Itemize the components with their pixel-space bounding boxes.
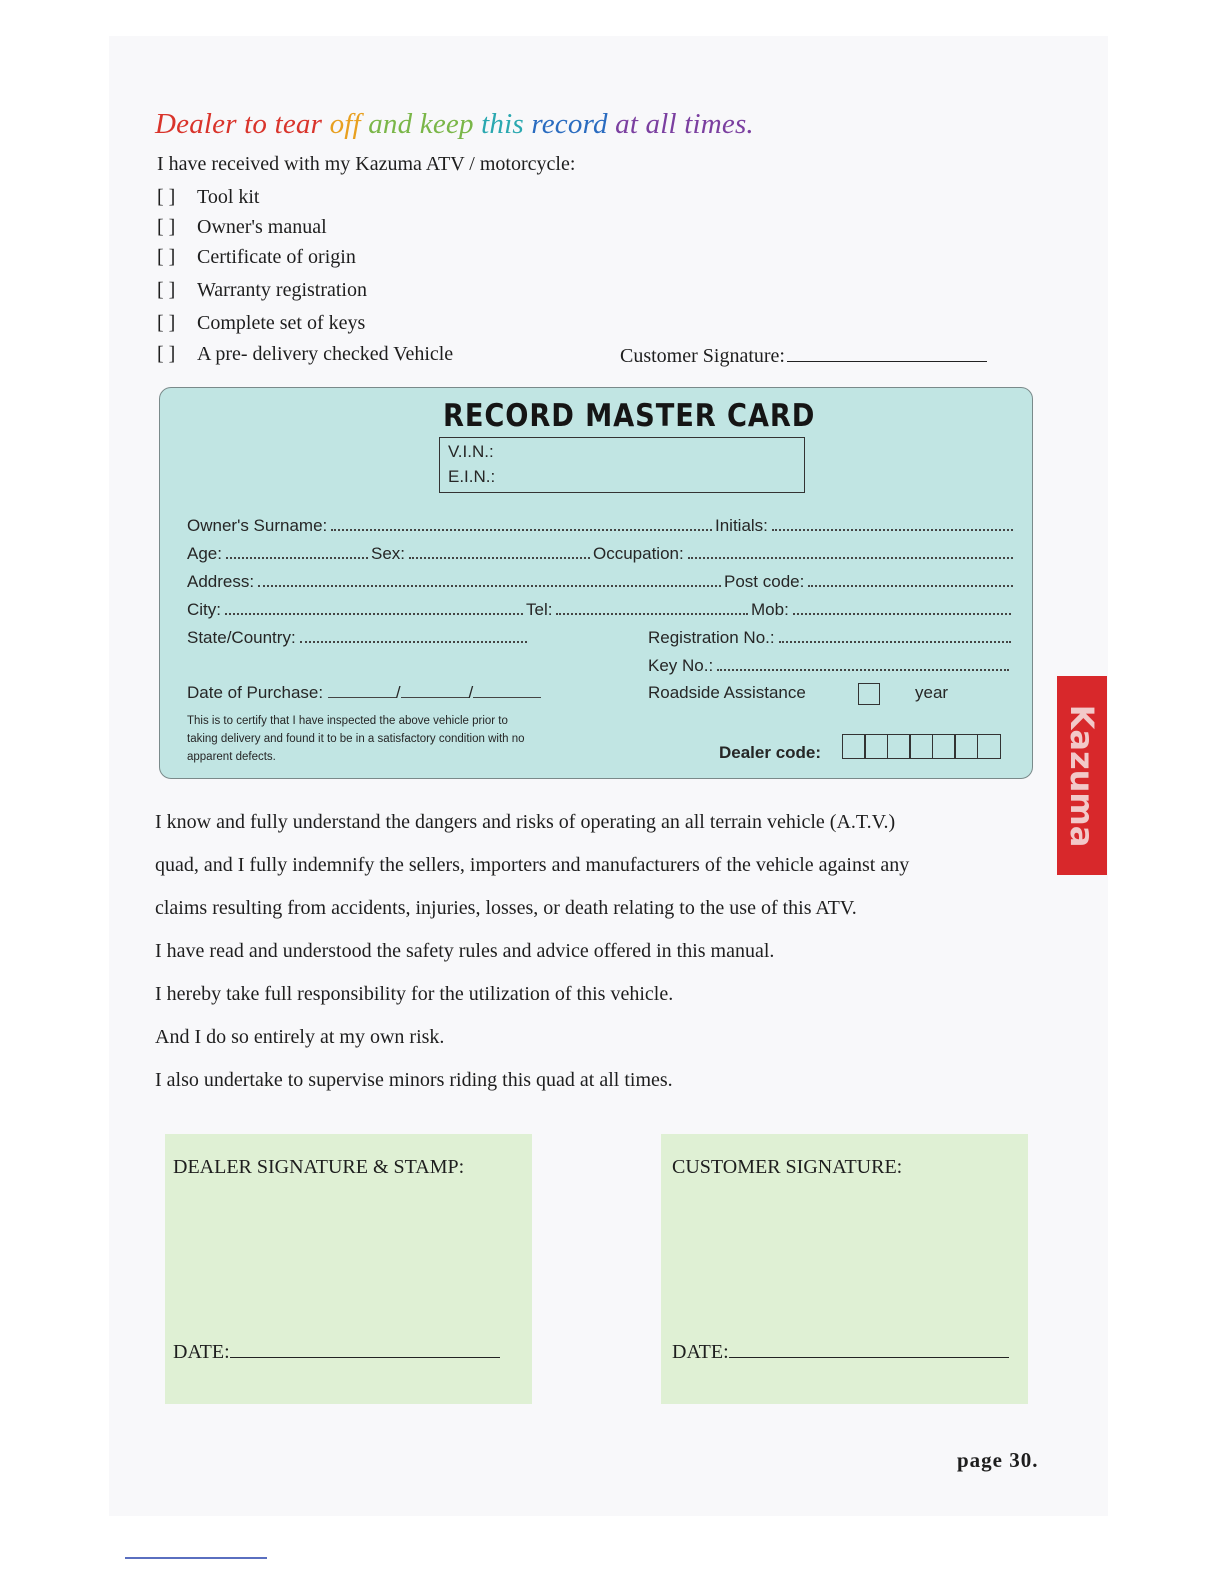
customer-signature-line[interactable]	[620, 343, 987, 368]
dealer-signature-box[interactable]	[165, 1134, 532, 1404]
field-label: Tel:	[526, 600, 553, 619]
year-label: year	[915, 683, 949, 702]
signature-line[interactable]	[787, 343, 987, 362]
checkbox-bracket[interactable]: [ ]	[157, 186, 176, 208]
code-box[interactable]	[977, 734, 1001, 759]
date-label: DATE:	[173, 1341, 230, 1363]
card-title: RECORD MASTER CARD	[443, 398, 816, 434]
checklist-label: A pre- delivery checked Vehicle	[197, 343, 454, 365]
sex-field[interactable]	[371, 544, 593, 564]
date-separator: /	[468, 683, 474, 702]
page-number: page 30.	[957, 1448, 1039, 1472]
date-line[interactable]	[230, 1339, 500, 1358]
code-box[interactable]	[954, 734, 978, 759]
dealer-code-label: Dealer code:	[719, 743, 822, 762]
customer-signature-label: Customer Signature:	[620, 345, 785, 367]
disclaimer-line: I have read and understood the safety rules and advice offered in this manual.	[155, 940, 775, 962]
field-label: Key No.:	[648, 656, 714, 675]
date-month-line[interactable]	[401, 683, 469, 698]
date-year-line[interactable]	[473, 683, 541, 698]
initials-field[interactable]	[715, 516, 1016, 536]
tel-field[interactable]	[526, 600, 751, 620]
field-label: Occupation:	[593, 544, 684, 563]
intro-text: I have received with my Kazuma ATV / motorcycle:	[157, 153, 576, 175]
code-box[interactable]	[864, 734, 888, 759]
checklist-label: Complete set of keys	[197, 312, 366, 334]
checklist-item[interactable]	[157, 343, 453, 366]
code-box[interactable]	[909, 734, 933, 759]
heading-part: off	[329, 108, 361, 140]
mob-field[interactable]	[751, 600, 1014, 620]
roadside-label: Roadside Assistance	[648, 683, 806, 702]
owner-surname-field[interactable]	[187, 516, 715, 536]
code-box[interactable]	[887, 734, 911, 759]
vin-ein-box[interactable]	[439, 437, 805, 493]
code-box[interactable]	[932, 734, 956, 759]
checkbox-bracket[interactable]: [ ]	[157, 246, 176, 268]
certification-text: This is to certify that I have inspected the above vehicle prior to taking delivery and found it to be in a satisfactory condition with no apparent defects.	[187, 715, 525, 763]
checklist-item[interactable]	[157, 216, 327, 239]
field-label: Initials:	[715, 516, 768, 535]
heading-part: Dealer to tear	[155, 108, 323, 140]
checklist-item[interactable]	[157, 312, 365, 335]
disclaimer-line: quad, and I fully indemnify the sellers, importers and manufacturers of the vehicle against any	[155, 854, 910, 876]
checklist-item[interactable]	[157, 186, 260, 209]
post-code-field[interactable]	[724, 572, 1016, 592]
checklist-item[interactable]	[157, 279, 367, 302]
roadside-checkbox[interactable]	[858, 683, 880, 705]
state-country-field[interactable]	[187, 628, 530, 648]
date-line[interactable]	[729, 1339, 1009, 1358]
heading-part: and keep	[368, 108, 474, 140]
checklist-label: Warranty registration	[197, 279, 367, 301]
field-label: Post code:	[724, 572, 805, 591]
field-label: State/Country:	[187, 628, 296, 647]
field-label: Owner's Surname:	[187, 516, 328, 535]
ein-label: E.I.N.:	[448, 467, 496, 486]
checklist-label: Tool kit	[197, 186, 260, 208]
city-field[interactable]	[187, 600, 526, 620]
code-box[interactable]	[842, 734, 866, 759]
checklist-item[interactable]	[157, 246, 356, 269]
age-field[interactable]	[187, 544, 371, 564]
kazuma-side-tab	[1057, 676, 1107, 875]
field-label: Sex:	[371, 544, 406, 563]
checkbox-bracket[interactable]: [ ]	[157, 279, 176, 301]
record-master-card	[159, 387, 1033, 779]
edge-line	[125, 1557, 267, 1559]
heading-part: record	[531, 108, 608, 140]
checkbox-bracket[interactable]: [ ]	[157, 343, 176, 365]
kazuma-tab-text: Kazuma	[1063, 704, 1101, 847]
field-label: Registration No.:	[648, 628, 775, 647]
date-label: DATE:	[672, 1341, 729, 1363]
date-of-purchase-field[interactable]	[187, 683, 541, 703]
customer-signature-box-label: CUSTOMER SIGNATURE:	[672, 1156, 903, 1178]
disclaimer-line: I hereby take full responsibility for the utilization of this vehicle.	[155, 983, 674, 1005]
roadside-assistance-field	[648, 683, 949, 703]
checkbox-bracket[interactable]: [ ]	[157, 312, 176, 334]
date-separator: /	[395, 683, 401, 702]
vin-label: V.I.N.:	[448, 442, 494, 461]
field-label: Age:	[187, 544, 222, 563]
disclaimer-line: claims resulting from accidents, injuries, losses, or death relating to the use of this ATV.	[155, 897, 857, 919]
customer-date-field[interactable]	[672, 1339, 1009, 1364]
dealer-date-field[interactable]	[173, 1339, 500, 1364]
field-label: Address:	[187, 572, 255, 591]
disclaimer-line: And I do so entirely at my own risk.	[155, 1026, 445, 1048]
date-day-line[interactable]	[328, 683, 396, 698]
checklist-label: Certificate of origin	[197, 246, 356, 268]
dealer-signature-label: DEALER SIGNATURE & STAMP:	[173, 1156, 465, 1178]
customer-signature-box[interactable]	[661, 1134, 1028, 1404]
dealer-code-boxes[interactable]	[843, 734, 1001, 759]
checklist-label: Owner's manual	[197, 216, 327, 238]
checkbox-bracket[interactable]: [ ]	[157, 216, 176, 238]
field-label: Date of Purchase:	[187, 683, 324, 702]
heading-part: this	[481, 108, 524, 140]
heading-part: at all times.	[615, 108, 754, 140]
key-no-field[interactable]	[648, 656, 1012, 676]
page-heading	[155, 108, 754, 141]
registration-no-field[interactable]	[648, 628, 1014, 648]
disclaimer-line: I know and fully understand the dangers and risks of operating an all terrain vehicle (A.T.V.)	[155, 811, 896, 833]
field-label: Mob:	[751, 600, 789, 619]
field-label: City:	[187, 600, 221, 619]
disclaimer-line: I also undertake to supervise minors riding this quad at all times.	[155, 1069, 673, 1091]
address-field[interactable]	[187, 572, 724, 592]
occupation-field[interactable]	[593, 544, 1016, 564]
